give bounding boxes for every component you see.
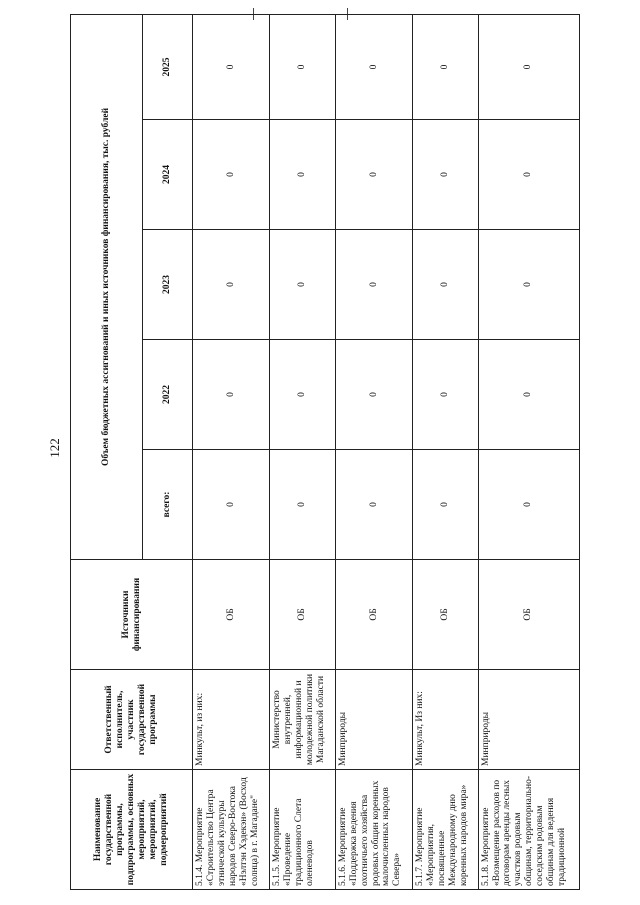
row-2022: 0 [193,340,270,450]
row-2023: 0 [335,230,412,340]
row-2022: 0 [270,340,335,450]
row-2023: 0 [193,230,270,340]
row-2023: 0 [413,230,478,340]
row-2024: 0 [193,120,270,230]
table-row [413,14,478,889]
header-name: Наименование государственной программы, подпрограммы, основных мероприятий, мероприятий, подмероприятий [71,770,193,890]
header-2024: 2024 [143,120,193,230]
row-responsible: Минкульт, из них: [193,670,270,770]
header-2023: 2023 [143,230,193,340]
row-source: ОБ [193,560,270,670]
row-2024: 0 [335,120,412,230]
financing-table-rotated [70,15,580,890]
row-name: 5.1.7. Мероприятие «Мероприятия, посвященные Международному дню коренных народов мира» [413,770,478,890]
row-2024: 0 [478,120,579,230]
table-row [335,14,412,889]
table-row [193,14,270,889]
row-source: ОБ [335,560,412,670]
row-source: ОБ [478,560,579,670]
row-2023: 0 [478,230,579,340]
header-row [71,14,143,889]
header-volume: Объем бюджетных ассигнований и иных источников финансирования, тыс. рублей [71,14,143,559]
row-name: 5.1.8. Мероприятие «Возмещение расходов по договорам аренды лесных участков родовым общинам, территориально-соседским родовым общинам для ведения традиционной [478,770,579,890]
row-name: 5.1.5. Мероприятие «Проведение традиционного Слета оленеводов [270,770,335,890]
table-row [270,14,335,889]
row-2024: 0 [270,120,335,230]
row-total: 0 [193,450,270,560]
row-2025: 0 [193,14,270,119]
row-responsible: Министерство внутренней, информационной и молодежной политики Магаданской области [270,670,335,770]
row-2025: 0 [413,14,478,119]
header-total: всего: [143,450,193,560]
row-responsible: Минприроды [478,670,579,770]
row-name: 5.1.4. Мероприятие «Строительство Центра этнической культуры народов Северо-Востока «Нэлтэн Хэдекэн» (Восход солнца) в г. Магадане" [193,770,270,890]
row-responsible: Минкульт, Из них: [413,670,478,770]
row-total: 0 [413,450,478,560]
row-name: 5.1.6. Мероприятие «Поддержка ведения охотничьего хозяйства родовых общин коренных малочисленных народов Севера» [335,770,412,890]
row-2022: 0 [478,340,579,450]
row-2025: 0 [478,14,579,119]
header-2025: 2025 [143,14,193,119]
header-2022: 2022 [143,340,193,450]
header-responsible: Ответственный исполнитель, участник государственной программы [71,670,193,770]
row-2023: 0 [270,230,335,340]
row-2022: 0 [413,340,478,450]
page-number: 122 [47,438,62,458]
row-total: 0 [270,450,335,560]
row-source: ОБ [270,560,335,670]
row-2025: 0 [270,14,335,119]
row-2024: 0 [413,120,478,230]
financing-table [70,14,580,890]
header-sources: Источники финансирования [71,560,193,670]
row-2025: 0 [335,14,412,119]
table-row [478,14,579,889]
row-2022: 0 [335,340,412,450]
row-total: 0 [478,450,579,560]
row-responsible: Минприроды [335,670,412,770]
row-total: 0 [335,450,412,560]
row-source: ОБ [413,560,478,670]
